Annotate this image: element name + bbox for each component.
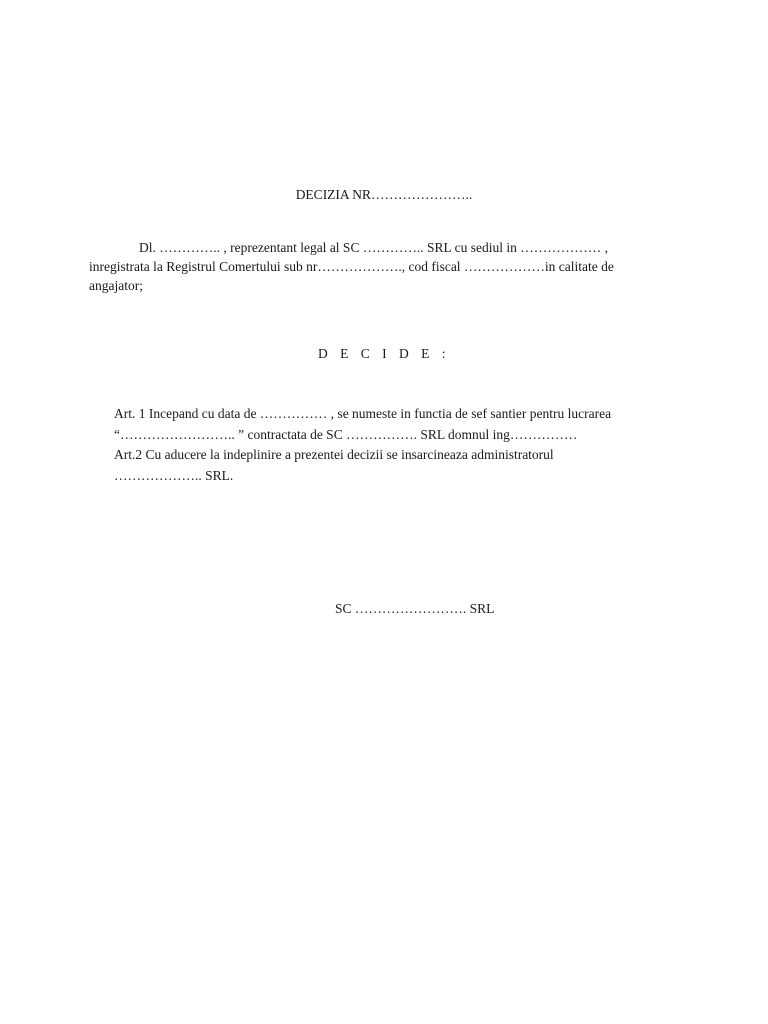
intro-paragraph [89, 238, 687, 295]
intro-line: Dl. ………….. , reprezentant legal al SC ………….. SRL cu sediul in ……………… , [139, 240, 608, 255]
decision-title: DECIZIA NR………………….. [295, 187, 473, 202]
article-1-line: “…………………….. ” contractata de SC ……………. SRL domnul ing…………… [114, 426, 578, 442]
decide-heading: D E C I D E : [318, 346, 450, 361]
article-1-line: Art. 1 Incepand cu data de …………… , se numeste in functia de sef santier pentru lucrarea [114, 406, 612, 421]
intro-line: inregistrata la Registrul Comertului sub nr………………., cod fiscal ………………in calitate de [89, 259, 614, 274]
articles-section [114, 404, 674, 486]
company-signature: SC ……………………. SRL [335, 601, 495, 616]
article-2-line: Art.2 Cu aducere la indeplinire a prezentei decizii se insarcineaza administratorul [114, 447, 554, 462]
article-2-line: ……………….. SRL. [114, 467, 234, 483]
intro-line: angajator; [89, 278, 143, 293]
